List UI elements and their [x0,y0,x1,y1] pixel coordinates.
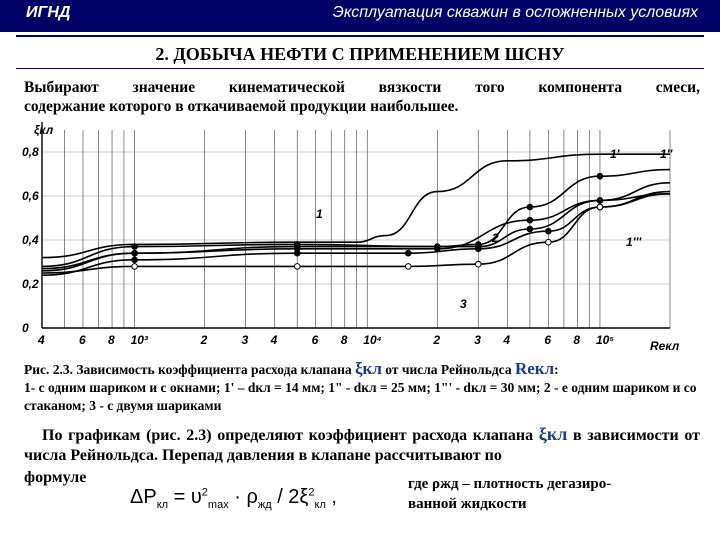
intro-line-2: содержание которого в откачиваемой продукции наибольшее. [24,98,459,115]
caption-xi: ξкл [354,359,382,378]
body-text-2: в зависимости от числа Рейнольдса. Перепад давления в клапане рассчитывают по [24,427,701,464]
data-point [475,246,481,252]
pressure-drop-formula: $\Delta P_{кл} = \upsilon^2_{max} \cdot \rho_{жд} / 2\xi^2_{кл}$ , [130,486,337,511]
body-text-1: По графикам (рис. 2.3) определяют коэффициент расхода клапана [42,427,539,444]
curve-label: 2 [492,231,499,245]
section-title: 2. ДОБЫЧА НЕФТИ С ПРИМЕНЕНИЕМ ШСНУ [155,44,565,64]
body-xi: ξкл [538,424,568,444]
x-tick-label: 6 [311,333,319,347]
x-tick-label: 10³ [130,333,148,347]
caption-legend: 1- с одним шариком и с окнами; 1' – dкл = 14 мм; 1" - dкл = 25 мм; 1"' - dкл = 30 мм; 2 - е одним шариком и со стаканом; 3 - с двумя шариками [24,380,697,413]
body-paragraph [24,424,700,466]
curve-label: 3 [460,297,467,311]
data-point [597,198,603,204]
curve-label: 1' [610,147,620,161]
x-tick-label: 2 [433,333,441,347]
curve-label: 1 [316,207,323,221]
formula-label: формуле [24,469,87,486]
data-point [527,204,533,210]
x-tick-label: 10⁴ [363,333,382,347]
data-point [475,261,481,267]
data-point [546,228,552,234]
density-note [408,474,698,514]
x-tick-label: 10⁵ [595,333,615,347]
x-tick-label: 8 [108,333,115,347]
y-tick-label: 0,4 [22,233,39,247]
title-divider [16,68,704,69]
x-tick-label: 6 [78,333,86,347]
data-point [294,250,300,256]
y-tick-label: 0,8 [22,145,39,159]
course-subject: Эксплуатация скважин в осложненных условиях [332,4,698,21]
y-tick-label: 0,6 [22,189,39,203]
data-point [294,264,300,270]
header-divider [16,35,704,37]
x-tick-label: 2 [200,333,208,347]
data-point [527,217,533,223]
caption-text-2: от числа Рейнольдса [381,362,515,377]
x-tick-label: 8 [340,333,348,347]
brand-label: ИГНД [26,4,71,21]
curve-label: 1'' [660,147,673,161]
x-tick-label: 3 [241,333,249,347]
data-point [405,250,411,256]
x-tick-label: 8 [573,333,581,347]
curve-label: 1''' [626,235,642,249]
data-point [546,239,552,245]
y-axis-label: ξкл [34,123,54,137]
figure-caption [24,360,704,415]
note-line-2: ванной жидкости [408,496,527,512]
x-tick-label: 4 [503,333,511,347]
intro-line-1: Выбирают значение кинематической вязкости того компонента смеси, [24,79,700,96]
data-point [405,264,411,270]
valve-flow-chart [20,118,690,354]
slide-header [0,0,720,32]
data-point [597,173,603,179]
x-tick-label: 4 [38,333,45,347]
data-point [132,244,138,250]
y-tick-label: 0,2 [22,277,39,291]
y-tick-label: 0 [22,321,29,335]
x-axis-label: Reкл [650,339,680,353]
x-tick-label: 6 [544,333,552,347]
data-point [597,204,603,210]
note-line-1: где ρжд – плотность дегазиро- [408,476,612,492]
data-point [132,257,138,263]
data-point [527,226,533,232]
data-point [132,264,138,270]
caption-text-3: : [554,362,559,377]
data-point [132,250,138,256]
caption-text-1: Рис. 2.3. Зависимость коэффициента расхода клапана [24,362,355,377]
x-tick-label: 3 [474,333,481,347]
caption-re: Reкл [514,359,555,378]
x-tick-label: 4 [270,333,278,347]
